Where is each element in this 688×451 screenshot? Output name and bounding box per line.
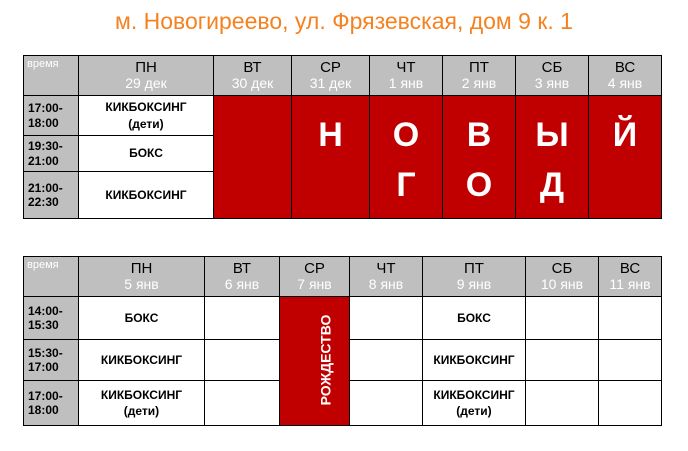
week2-day-header-fri bbox=[423, 257, 526, 297]
day-date: 5 янв bbox=[124, 276, 159, 293]
day-date: 30 дек bbox=[231, 75, 274, 92]
day-date: 10 янв bbox=[540, 276, 584, 293]
holiday-letter: В bbox=[466, 116, 492, 154]
class-name: КИКБОКСИНГ bbox=[433, 352, 515, 367]
holiday-letter: Н bbox=[318, 116, 343, 154]
holiday-letter: Ы bbox=[535, 116, 569, 154]
day-name: ЧТ bbox=[396, 59, 416, 77]
day-name: ВТ bbox=[232, 260, 252, 278]
time-end: 15:30 bbox=[28, 318, 59, 332]
day-name: ПТ bbox=[464, 260, 484, 278]
day-date: 4 янв bbox=[607, 75, 643, 92]
time-start: 14:00- bbox=[28, 303, 63, 318]
time-header: время bbox=[24, 56, 79, 96]
week2-header-row bbox=[24, 257, 662, 297]
week2-day-header-sat bbox=[526, 257, 599, 297]
class-cell bbox=[423, 340, 526, 381]
empty-cell bbox=[599, 340, 662, 381]
time-header: время bbox=[24, 257, 79, 297]
empty-cell bbox=[599, 381, 662, 426]
holiday-letter-cell bbox=[370, 96, 443, 219]
class-name: КИКБОКСИНГ bbox=[100, 387, 183, 402]
class-name: КИКБОКСИНГ bbox=[433, 387, 515, 402]
day-date: 2 янв bbox=[461, 75, 497, 92]
holiday-letter: О bbox=[392, 116, 420, 154]
week1-day-header-wed bbox=[292, 56, 370, 96]
time-start: 15:30- bbox=[28, 345, 63, 360]
class-cell bbox=[79, 96, 214, 136]
class-note: (дети) bbox=[128, 116, 164, 131]
time-slot bbox=[24, 297, 79, 340]
class-cell bbox=[79, 172, 214, 219]
week1-schedule-table bbox=[23, 55, 662, 219]
week1-day-header-sat bbox=[516, 56, 589, 96]
week2-day-header-tue bbox=[205, 257, 280, 297]
class-name: КИКБОКСИНГ bbox=[100, 352, 183, 367]
class-cell bbox=[79, 297, 205, 340]
time-end: 21:00 bbox=[28, 153, 59, 168]
week1-header-row bbox=[24, 56, 662, 96]
day-name: ПН bbox=[130, 260, 153, 278]
holiday-letter-cell bbox=[443, 96, 516, 219]
week1-day-header-thu bbox=[370, 56, 443, 96]
time-slot bbox=[24, 381, 79, 426]
day-name: ПН bbox=[135, 59, 157, 77]
time-end: 18:00 bbox=[28, 115, 59, 130]
day-name: СБ bbox=[541, 59, 563, 77]
day-name: ВТ bbox=[243, 59, 262, 77]
day-name: ВС bbox=[614, 59, 636, 77]
class-cell bbox=[79, 381, 205, 426]
week1-day-header-mon bbox=[79, 56, 214, 96]
class-cell bbox=[79, 136, 214, 172]
empty-cell bbox=[599, 297, 662, 340]
day-date: 29 дек bbox=[125, 75, 167, 92]
empty-cell bbox=[526, 297, 599, 340]
time-slot bbox=[24, 136, 79, 172]
class-cell bbox=[79, 340, 205, 381]
week2-slot-row bbox=[24, 297, 662, 340]
day-name: СР bbox=[320, 59, 341, 77]
class-cell bbox=[423, 381, 526, 426]
holiday-letter: О bbox=[465, 166, 493, 204]
day-date: 1 янв bbox=[388, 75, 424, 92]
class-note: (дети) bbox=[123, 404, 160, 418]
class-name: КИКБОКСИНГ bbox=[105, 187, 187, 202]
empty-cell bbox=[205, 340, 280, 381]
time-start: 21:00- bbox=[28, 180, 63, 195]
week1-day-header-sun bbox=[589, 56, 662, 96]
time-start: 17:00- bbox=[28, 388, 63, 403]
holiday-letter-cell bbox=[292, 96, 370, 219]
time-end: 22:30 bbox=[28, 195, 59, 209]
day-name: СБ bbox=[551, 260, 573, 278]
empty-cell bbox=[205, 297, 280, 340]
week1-day-header-fri bbox=[443, 56, 516, 96]
holiday-block bbox=[214, 96, 292, 219]
christmas-holiday-cell bbox=[280, 297, 350, 426]
day-name: ЧТ bbox=[376, 260, 396, 278]
day-name: ПТ bbox=[469, 59, 489, 77]
empty-cell bbox=[350, 297, 423, 340]
time-slot bbox=[24, 96, 79, 136]
holiday-letter: Г bbox=[396, 166, 416, 204]
time-end: 18:00 bbox=[28, 403, 59, 417]
day-date: 31 дек bbox=[309, 75, 352, 92]
class-name: БОКС bbox=[124, 310, 159, 325]
day-name: ВС bbox=[619, 260, 641, 278]
holiday-letter-cell bbox=[589, 96, 662, 219]
empty-cell bbox=[526, 381, 599, 426]
time-start: 19:30- bbox=[28, 139, 63, 154]
class-name: БОКС bbox=[129, 146, 163, 161]
time-start: 17:00- bbox=[28, 101, 63, 116]
time-end: 17:00 bbox=[28, 360, 59, 374]
week2-day-header-mon bbox=[79, 257, 205, 297]
day-date: 11 янв bbox=[609, 276, 651, 293]
week1-slot-row bbox=[24, 96, 662, 136]
holiday-letter: Й bbox=[612, 116, 638, 154]
holiday-letter: Д bbox=[539, 166, 565, 204]
day-date: 6 янв bbox=[224, 276, 260, 293]
class-note: (дети) bbox=[456, 404, 492, 418]
week2-day-header-sun bbox=[599, 257, 662, 297]
class-name: БОКС bbox=[457, 310, 491, 325]
time-slot bbox=[24, 172, 79, 219]
empty-cell bbox=[205, 381, 280, 426]
day-date: 7 янв bbox=[297, 276, 332, 293]
page-title: м. Новогиреево, ул. Фрязевская, дом 9 к. 1 bbox=[115, 8, 573, 34]
week2-schedule-table bbox=[23, 256, 662, 426]
empty-cell bbox=[350, 381, 423, 426]
week1-day-header-tue bbox=[214, 56, 292, 96]
empty-cell bbox=[526, 340, 599, 381]
class-name: КИКБОКСИНГ bbox=[105, 100, 187, 115]
time-slot bbox=[24, 340, 79, 381]
empty-cell bbox=[350, 340, 423, 381]
holiday-letter-cell bbox=[516, 96, 589, 219]
class-cell bbox=[423, 297, 526, 340]
week2-day-header-thu bbox=[350, 257, 423, 297]
christmas-label: РОЖДЕСТВО bbox=[317, 314, 334, 406]
day-date: 8 янв bbox=[368, 276, 404, 293]
day-name: СР bbox=[304, 260, 325, 278]
week2-day-header-wed bbox=[280, 257, 350, 297]
day-date: 9 янв bbox=[456, 276, 492, 293]
day-date: 3 янв bbox=[534, 75, 570, 92]
